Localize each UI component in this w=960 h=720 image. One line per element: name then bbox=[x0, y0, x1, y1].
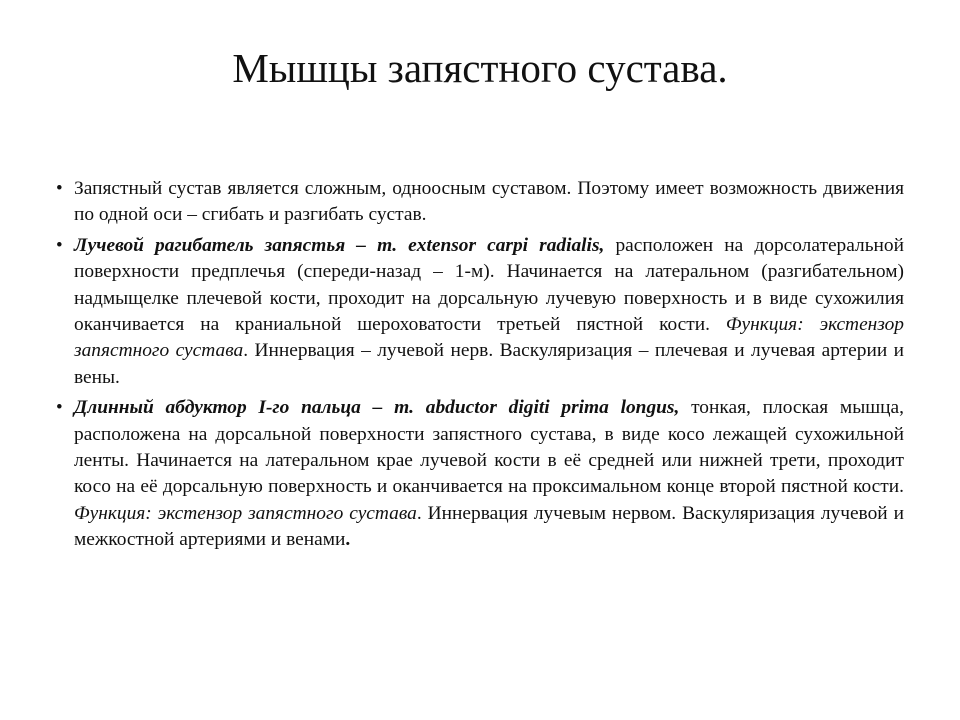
bullet-text: расположен на дорсолатеральной поверхности предплечья (спереди-назад – 1-м). Начинается на латеральном (разгибательном) надмыщелке плечевой кости, проходит на дорсальную лучевую поверхность и в виде сухожилия оканчивается на краниальной шероховатости третьей пястной кости. bbox=[74, 234, 904, 336]
function-text: Функция: экстензор запястного сустава bbox=[74, 314, 904, 362]
bullet-text: тонкая, плоская мышца, расположена на дорсальной поверхности запястного сустава, в виде косо лежащей сухожильной ленты. Начинается на латеральном крае лучевой кости в её средней или нижней трети, проходит косо на её дорсальную поверхность и оканчивается на проксимальном конце второй пястной кости. bbox=[74, 397, 904, 498]
bullet-text-tail: . Иннервация лучевым нервом. Васкуляризация лучевой и межкостной артериями и венами bbox=[74, 502, 904, 551]
function-text: Функция: экстензор запястного сустава bbox=[74, 502, 417, 524]
end-period: . bbox=[345, 529, 351, 551]
muscle-name: Длинный абдуктор I-го пальца – m. abductor digiti prima longus, bbox=[74, 397, 680, 419]
bullet-text-tail: . Иннервация – лучевой нерв. Васкуляризация – плечевая и лучевая артерии и вены. bbox=[74, 340, 905, 388]
muscle-name: Лучевой рагибатель запястья – m. extensor carpi radialis, bbox=[74, 234, 605, 256]
slide-title: Мышцы запястного сустава. bbox=[232, 45, 728, 91]
bullet-item-2 bbox=[56, 233, 904, 391]
bullet-list bbox=[56, 176, 904, 558]
bullet-item-1 bbox=[56, 176, 904, 229]
bullet-item-3 bbox=[56, 395, 904, 553]
bullet-text: Запястный сустав является сложным, одноосным суставом. Поэтому имеет возможность движения по одной оси – сгибать и разгибать сустав. bbox=[74, 178, 904, 226]
